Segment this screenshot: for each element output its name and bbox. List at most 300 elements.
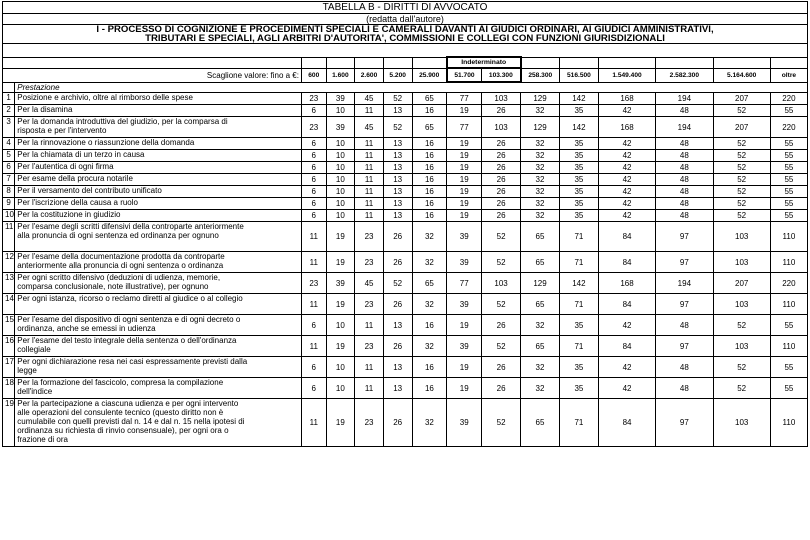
row-description [15, 294, 302, 315]
fee-value: 16 [412, 174, 447, 186]
fee-value: 16 [412, 150, 447, 162]
fee-value: 32 [521, 357, 560, 378]
fee-value: 35 [559, 174, 598, 186]
row-number: 4 [3, 138, 15, 150]
fee-value: 35 [559, 210, 598, 222]
fee-value: 11 [355, 138, 384, 150]
fee-value: 13 [383, 174, 412, 186]
fee-value: 52 [713, 357, 770, 378]
fee-value: 11 [355, 162, 384, 174]
fee-value: 52 [482, 294, 521, 315]
fee-value: 16 [412, 162, 447, 174]
row-description-line: collegiale [17, 345, 51, 354]
row-number: 13 [3, 273, 15, 294]
fee-value: 19 [447, 105, 482, 117]
fee-value: 26 [482, 378, 521, 399]
row-number: 5 [3, 150, 15, 162]
fee-value: 19 [447, 174, 482, 186]
table-row [3, 315, 808, 336]
fee-value: 19 [326, 399, 355, 447]
fee-value: 103 [713, 294, 770, 315]
row-number: 2 [3, 105, 15, 117]
fee-value: 129 [521, 93, 560, 105]
section-heading-line1: I - PROCESSO DI COGNIZIONE E PROCEDIMENTI SPECIALI E CAMERALI DAVANTI AI GIUDICI ORDINARI, AI GIUDICI AMMINISTRATIVI, [96, 24, 714, 35]
row-number: 18 [3, 378, 15, 399]
fee-value: 13 [383, 315, 412, 336]
fee-value: 10 [326, 162, 355, 174]
fee-value: 45 [355, 117, 384, 138]
row-description-line: Per il versamento del contributo unificato [17, 186, 162, 195]
fee-value: 84 [598, 399, 655, 447]
fee-value: 32 [521, 105, 560, 117]
fee-value: 11 [355, 174, 384, 186]
fee-value: 52 [713, 174, 770, 186]
fee-value: 26 [482, 138, 521, 150]
fee-value: 10 [326, 315, 355, 336]
row-description-line: Per l'esame del dispositivo di ogni sentenza e di ogni decreto o [17, 315, 241, 324]
fee-value: 6 [301, 210, 326, 222]
fee-value: 13 [383, 378, 412, 399]
row-description-line: Per la formazione del fascicolo, compresa la compilazione [17, 378, 224, 387]
row-description-line: Per l'autentica di ogni firma [17, 162, 114, 171]
fee-value: 16 [412, 210, 447, 222]
prestazione-label: Prestazione [15, 82, 808, 93]
fee-value: 194 [656, 117, 713, 138]
fee-value: 52 [482, 222, 521, 252]
fee-value: 11 [355, 378, 384, 399]
header-empty-cell [770, 57, 807, 68]
fee-value: 84 [598, 294, 655, 315]
table-row [3, 198, 808, 210]
row-number: 11 [3, 222, 15, 252]
fee-value: 39 [447, 252, 482, 273]
fee-value: 16 [412, 138, 447, 150]
fee-value: 32 [412, 222, 447, 252]
fee-value: 10 [326, 198, 355, 210]
fee-value: 39 [447, 399, 482, 447]
scaglione-column-header: 5.200 [383, 68, 412, 82]
fee-value: 71 [559, 252, 598, 273]
fee-value: 52 [713, 378, 770, 399]
fee-value: 52 [713, 105, 770, 117]
fee-value: 42 [598, 378, 655, 399]
fee-value: 13 [383, 162, 412, 174]
fee-value: 32 [412, 252, 447, 273]
row-description-line: Per l'esame degli scritti difensivi della controparte anteriormente [17, 222, 244, 231]
scaglione-column-header: 600 [301, 68, 326, 82]
fee-value: 26 [482, 357, 521, 378]
fee-value: 32 [521, 174, 560, 186]
fee-value: 10 [326, 210, 355, 222]
fee-value: 10 [326, 357, 355, 378]
fee-value: 39 [447, 336, 482, 357]
fee-value: 52 [713, 138, 770, 150]
fee-value: 26 [482, 186, 521, 198]
row-description [15, 117, 302, 138]
row-description-line: Posizione e archivio, oltre al rimborso delle spese [17, 93, 193, 102]
table-row [3, 117, 808, 138]
fee-table-sheet [2, 1, 808, 447]
fee-value: 32 [412, 399, 447, 447]
fee-value: 97 [656, 294, 713, 315]
row-description [15, 198, 302, 210]
fee-value: 10 [326, 105, 355, 117]
fee-value: 23 [355, 222, 384, 252]
row-description-line: ordinanza, anche se emessi in udienza [17, 324, 156, 333]
fee-value: 26 [383, 399, 412, 447]
fee-value: 11 [301, 399, 326, 447]
fee-value: 42 [598, 198, 655, 210]
fee-value: 110 [770, 399, 807, 447]
fee-value: 194 [656, 273, 713, 294]
fee-value: 52 [482, 399, 521, 447]
fee-value: 55 [770, 138, 807, 150]
table-row [3, 252, 808, 273]
fee-value: 19 [447, 198, 482, 210]
fee-value: 11 [355, 105, 384, 117]
fee-value: 6 [301, 138, 326, 150]
fee-value: 71 [559, 222, 598, 252]
fee-value: 16 [412, 198, 447, 210]
row-number: 12 [3, 252, 15, 273]
fee-value: 142 [559, 93, 598, 105]
fee-value: 168 [598, 93, 655, 105]
fee-value: 65 [521, 399, 560, 447]
fee-value: 71 [559, 294, 598, 315]
header-empty-cell [559, 57, 598, 68]
table-subtitle: (redatta dall'autore) [3, 14, 808, 25]
fee-value: 42 [598, 105, 655, 117]
fee-value: 84 [598, 222, 655, 252]
fee-value: 48 [656, 174, 713, 186]
row-description [15, 186, 302, 198]
row-description [15, 273, 302, 294]
row-description [15, 93, 302, 105]
fee-value: 32 [521, 162, 560, 174]
row-number: 3 [3, 117, 15, 138]
fee-value: 103 [713, 252, 770, 273]
row-description-line: Per la domanda introduttiva del giudizio, per la comparsa di [17, 117, 228, 126]
fee-value: 42 [598, 138, 655, 150]
fee-value: 11 [355, 186, 384, 198]
table-row [3, 222, 808, 252]
fee-value: 55 [770, 357, 807, 378]
fee-value: 13 [383, 105, 412, 117]
fee-value: 48 [656, 357, 713, 378]
fee-value: 19 [326, 336, 355, 357]
fee-value: 110 [770, 336, 807, 357]
table-row [3, 186, 808, 198]
fee-value: 23 [301, 117, 326, 138]
table-row [3, 357, 808, 378]
row-description-line: ordinanza su richiesta di rinvio consensuale), per ogni ora o [17, 426, 229, 435]
row-number: 16 [3, 336, 15, 357]
fee-value: 42 [598, 357, 655, 378]
fee-value: 48 [656, 105, 713, 117]
row-description-line: Per l'iscrizione della causa a ruolo [17, 198, 138, 207]
fee-value: 65 [412, 273, 447, 294]
row-description [15, 210, 302, 222]
scaglione-column-header: 5.164.600 [713, 68, 770, 82]
fee-value: 129 [521, 273, 560, 294]
row-description-line: cumulabile con quelli previsti dal n. 14 e dal n. 15 nella ipotesi di [17, 417, 245, 426]
fee-value: 26 [482, 174, 521, 186]
table-title: TABELLA B - DIRITTI DI AVVOCATO [3, 2, 808, 14]
fee-value: 6 [301, 186, 326, 198]
fee-value: 6 [301, 357, 326, 378]
table-row [3, 174, 808, 186]
scaglione-column-header: 258.300 [521, 68, 560, 82]
fee-value: 19 [447, 357, 482, 378]
row-description-line: Per ogni dichiarazione resa nei casi espressamente previsti dalla [17, 357, 248, 366]
row-description-line: Per la partecipazione a ciascuna udienza e per ogni intervento [17, 399, 239, 408]
scaglione-column-header: 103.300 [482, 68, 521, 82]
fee-value: 55 [770, 210, 807, 222]
scaglione-column-header: 1.600 [326, 68, 355, 82]
row-description-line: Per ogni scritto difensivo (deduzioni di udienza, memorie, [17, 273, 221, 282]
row-number: 9 [3, 198, 15, 210]
row-description-line: anteriormente alla pronuncia di ogni sentenza o ordinanza [17, 261, 224, 270]
fee-value: 65 [412, 117, 447, 138]
fee-value: 32 [521, 210, 560, 222]
table-row [3, 93, 808, 105]
scaglione-column-header: 2.582.300 [656, 68, 713, 82]
row-description [15, 399, 302, 447]
fee-value: 48 [656, 162, 713, 174]
fee-value: 16 [412, 378, 447, 399]
fee-value: 103 [482, 117, 521, 138]
fee-value: 13 [383, 138, 412, 150]
scaglione-label: Scaglione valore: fino a €: [3, 68, 302, 82]
table-row [3, 294, 808, 315]
fee-value: 103 [713, 222, 770, 252]
fee-value: 32 [521, 378, 560, 399]
header-empty-cell [521, 57, 560, 68]
fee-value: 77 [447, 93, 482, 105]
fee-value: 35 [559, 138, 598, 150]
fee-value: 19 [447, 378, 482, 399]
fee-value: 6 [301, 315, 326, 336]
fee-value: 6 [301, 174, 326, 186]
indeterminato-header: Indeterminato [447, 57, 521, 68]
fee-value: 45 [355, 273, 384, 294]
row-description [15, 138, 302, 150]
fee-value: 97 [656, 222, 713, 252]
section-heading-line2: TRIBUTARI E SPECIALI, AGLI ARBITRI D'AUTORITA', COMMISSIONI E COLLEGI CON FUNZIONI GIURISDIZIONALI [145, 33, 665, 44]
fee-value: 19 [447, 162, 482, 174]
fee-value: 32 [521, 315, 560, 336]
fee-value: 65 [521, 252, 560, 273]
row-description-line [17, 240, 299, 249]
row-number: 14 [3, 294, 15, 315]
header-empty-cell [326, 57, 355, 68]
fee-value: 35 [559, 315, 598, 336]
fee-value: 35 [559, 150, 598, 162]
fee-value: 16 [412, 315, 447, 336]
fee-table [2, 1, 808, 447]
fee-value: 26 [383, 294, 412, 315]
fee-value: 97 [656, 252, 713, 273]
fee-value: 19 [447, 138, 482, 150]
fee-value: 35 [559, 162, 598, 174]
row-number: 19 [3, 399, 15, 447]
table-row [3, 210, 808, 222]
fee-value: 11 [301, 294, 326, 315]
header-empty-cell [355, 57, 384, 68]
fee-value: 10 [326, 138, 355, 150]
fee-value: 110 [770, 252, 807, 273]
header-empty-cell [3, 57, 302, 68]
row-description-line: Per ogni istanza, ricorso o reclamo diretti al giudice o al collegio [17, 294, 243, 303]
header-empty-cell [301, 57, 326, 68]
row-description-line: Per esame della procura notarile [17, 174, 133, 183]
scaglione-column-header: oltre [770, 68, 807, 82]
fee-value: 48 [656, 150, 713, 162]
row-number: 8 [3, 186, 15, 198]
fee-value: 77 [447, 273, 482, 294]
fee-value: 10 [326, 150, 355, 162]
fee-value: 35 [559, 378, 598, 399]
header-empty-cell [656, 57, 713, 68]
scaglione-column-header: 2.600 [355, 68, 384, 82]
fee-value: 52 [383, 273, 412, 294]
fee-value: 48 [656, 315, 713, 336]
fee-value: 32 [412, 294, 447, 315]
fee-value: 13 [383, 198, 412, 210]
fee-value: 26 [482, 198, 521, 210]
table-row [3, 150, 808, 162]
row-description-line: comparsa conclusionale, note illustrative), per ognuno [17, 282, 209, 291]
fee-value: 39 [447, 294, 482, 315]
row-description [15, 222, 302, 252]
fee-value: 55 [770, 174, 807, 186]
fee-value: 35 [559, 357, 598, 378]
row-description [15, 252, 302, 273]
fee-value: 6 [301, 162, 326, 174]
fee-value: 10 [326, 174, 355, 186]
fee-value: 65 [521, 294, 560, 315]
fee-value: 103 [713, 336, 770, 357]
table-row [3, 336, 808, 357]
fee-value: 103 [482, 93, 521, 105]
fee-value: 23 [355, 252, 384, 273]
fee-value: 6 [301, 150, 326, 162]
row-number: 7 [3, 174, 15, 186]
fee-value: 26 [482, 210, 521, 222]
row-number: 6 [3, 162, 15, 174]
fee-value: 207 [713, 117, 770, 138]
row-description [15, 357, 302, 378]
fee-value: 220 [770, 117, 807, 138]
fee-value: 23 [301, 273, 326, 294]
scaglione-column-header: 516.500 [559, 68, 598, 82]
fee-value: 11 [301, 222, 326, 252]
fee-value: 42 [598, 150, 655, 162]
prestazione-index-cell [3, 82, 15, 93]
fee-value: 207 [713, 273, 770, 294]
fee-value: 32 [521, 150, 560, 162]
fee-value: 11 [301, 336, 326, 357]
fee-value: 103 [713, 399, 770, 447]
row-description-line: Per l'esame del testo integrale della sentenza o dell'ordinanza [17, 336, 237, 345]
table-row [3, 105, 808, 117]
fee-value: 11 [301, 252, 326, 273]
fee-value: 103 [482, 273, 521, 294]
fee-value: 52 [383, 93, 412, 105]
fee-value: 11 [355, 315, 384, 336]
blank-spacer-row [3, 44, 808, 58]
fee-value: 32 [521, 138, 560, 150]
fee-value: 13 [383, 150, 412, 162]
fee-value: 11 [355, 198, 384, 210]
scaglione-column-header: 1.549.400 [598, 68, 655, 82]
fee-value: 13 [383, 357, 412, 378]
fee-value: 19 [447, 315, 482, 336]
section-heading [3, 25, 808, 44]
fee-value: 26 [383, 222, 412, 252]
fee-value: 48 [656, 138, 713, 150]
fee-value: 71 [559, 399, 598, 447]
fee-value: 6 [301, 198, 326, 210]
fee-value: 48 [656, 378, 713, 399]
fee-value: 52 [482, 336, 521, 357]
fee-value: 6 [301, 105, 326, 117]
fee-value: 45 [355, 93, 384, 105]
fee-value: 55 [770, 198, 807, 210]
row-number: 15 [3, 315, 15, 336]
fee-value: 16 [412, 186, 447, 198]
row-description-line: Per la costituzione in giudizio [17, 210, 121, 219]
fee-value: 129 [521, 117, 560, 138]
fee-value: 55 [770, 378, 807, 399]
fee-value: 220 [770, 93, 807, 105]
fee-value: 42 [598, 162, 655, 174]
fee-value: 32 [521, 186, 560, 198]
fee-value: 110 [770, 222, 807, 252]
fee-value: 26 [482, 162, 521, 174]
row-description-line: Per la chiamata di un terzo in causa [17, 150, 145, 159]
fee-value: 19 [447, 150, 482, 162]
fee-value: 26 [482, 150, 521, 162]
fee-value: 52 [713, 186, 770, 198]
fee-value: 168 [598, 273, 655, 294]
fee-value: 35 [559, 186, 598, 198]
fee-value: 23 [355, 294, 384, 315]
fee-value: 77 [447, 117, 482, 138]
fee-value: 65 [521, 336, 560, 357]
fee-value: 52 [482, 252, 521, 273]
fee-value: 35 [559, 198, 598, 210]
row-description-line: dell'indice [17, 387, 53, 396]
fee-value: 39 [326, 93, 355, 105]
fee-value: 11 [355, 210, 384, 222]
fee-value: 110 [770, 294, 807, 315]
fee-value: 13 [383, 186, 412, 198]
fee-value: 19 [447, 210, 482, 222]
row-description [15, 174, 302, 186]
fee-value: 52 [713, 315, 770, 336]
fee-value: 84 [598, 252, 655, 273]
row-description [15, 378, 302, 399]
fee-value: 23 [355, 336, 384, 357]
scaglione-column-header: 51.700 [447, 68, 482, 82]
fee-value: 26 [383, 336, 412, 357]
fee-value: 71 [559, 336, 598, 357]
fee-value: 26 [482, 105, 521, 117]
fee-value: 32 [412, 336, 447, 357]
row-description-line: Per la rinnovazione o riassunzione della domanda [17, 138, 195, 147]
scaglione-column-header: 25.900 [412, 68, 447, 82]
